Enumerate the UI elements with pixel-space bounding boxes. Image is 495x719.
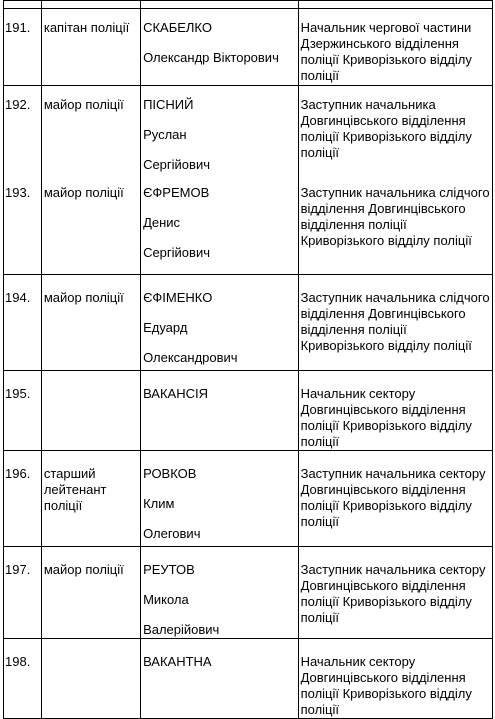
cell-rank — [41, 9, 140, 86]
cell-position — [298, 451, 492, 547]
cell-name — [141, 181, 299, 275]
table-row — [4, 451, 493, 547]
given-names: Олександр Вікторович — [143, 50, 279, 65]
row-number: 198. — [5, 654, 31, 669]
given-name: Едуард — [143, 320, 188, 335]
patronymic: Сергійович — [143, 157, 210, 172]
cell-num — [4, 547, 42, 639]
cell-num — [4, 1, 42, 9]
patronymic: Валерійович — [143, 622, 220, 637]
cell-num — [4, 181, 42, 275]
rank-text: майор поліції — [43, 562, 124, 577]
position-text: Начальник сектору Довгинцівського відділення поліції Криворізького відділу поліції — [300, 386, 472, 449]
cell-num — [4, 9, 42, 86]
rank-text: майор поліції — [43, 97, 124, 112]
cell-name — [141, 371, 299, 451]
patronymic: Сергійович — [143, 244, 210, 260]
cell-rank — [41, 86, 140, 181]
row-number: 194. — [5, 290, 31, 305]
cell-num — [4, 275, 42, 371]
cell-name — [141, 547, 299, 639]
rank-text: капітан поліції — [43, 20, 130, 35]
cell-position — [298, 181, 492, 275]
cell-rank — [41, 181, 140, 275]
cell-position — [298, 639, 492, 719]
table-row — [4, 275, 493, 371]
position-text: Начальник чергової частини Дзержинського відділення поліції Криворізького відділу поліції — [300, 20, 472, 83]
patronymic: Олександрович — [143, 350, 238, 365]
cell-position — [298, 547, 492, 639]
position-text: Заступник начальника сектору Довгинцівського відділення поліції Криворізького відділу поліції — [300, 466, 486, 529]
rank-text: майор поліції — [43, 184, 124, 200]
position-text: Заступник начальника слідчого відділення Довгинцівського відділення поліції Криворізького відділу поліції — [300, 290, 490, 353]
position-text: Заступник начальника Довгинцівського відділення поліції Криворізького відділу поліції — [300, 97, 472, 160]
cell-num — [4, 86, 42, 181]
cell-name — [141, 639, 299, 719]
row-number: 192. — [5, 97, 31, 112]
cell-position — [298, 371, 492, 451]
row-number: 193. — [5, 184, 31, 200]
cell-rank — [41, 371, 140, 451]
position-text: Заступник начальника сектору Довгинцівського відділення поліції Криворізького відділу поліції — [300, 562, 486, 625]
cell-rank — [41, 451, 140, 547]
given-name: Руслан — [143, 127, 187, 142]
row-number: 191. — [5, 20, 31, 35]
cell-rank — [41, 275, 140, 371]
cell-position — [298, 86, 492, 181]
vacancy-label: ВАКАНСІЯ — [143, 386, 208, 401]
cell-num — [4, 451, 42, 547]
cell-position — [298, 9, 492, 86]
vacancy-label: ВАКАНТНА — [143, 654, 212, 669]
rank-text: майор поліції — [43, 290, 124, 305]
row-number: 196. — [5, 466, 31, 481]
surname: ПІСНИЙ — [143, 97, 194, 112]
table-row — [4, 181, 493, 275]
cell-position — [298, 1, 492, 9]
surname: РЕУТОВ — [143, 562, 195, 577]
cell-num — [4, 639, 42, 719]
cell-rank — [41, 639, 140, 719]
rank-text: старший лейтенант поліції — [43, 466, 107, 513]
cell-position — [298, 275, 492, 371]
cell-num — [4, 371, 42, 451]
cell-name — [141, 9, 299, 86]
table-row — [4, 639, 493, 719]
table-row — [4, 547, 493, 639]
position-text: Начальник сектору Довгинцівського відділення поліції Криворізького відділу поліції — [300, 654, 472, 717]
given-name: Денис — [143, 214, 181, 230]
row-number: 197. — [5, 562, 31, 577]
row-number: 195. — [5, 386, 31, 401]
surname: ЄФРЕМОВ — [143, 184, 210, 200]
personnel-table — [3, 0, 493, 719]
position-text: Заступник начальника слідчого відділення Довгинцівського відділення поліції Криворізького відділу поліції — [300, 184, 490, 248]
table-row-partial — [4, 1, 493, 9]
surname: ЄФІМЕНКО — [143, 290, 213, 305]
surname: СКАБЕЛКО — [143, 20, 212, 35]
table-row — [4, 9, 493, 86]
cell-name — [141, 275, 299, 371]
surname: РОВКОВ — [143, 466, 197, 481]
table-row — [4, 86, 493, 181]
cell-name — [141, 86, 299, 181]
table-row — [4, 371, 493, 451]
cell-name — [141, 1, 299, 9]
patronymic: Олегович — [143, 526, 201, 541]
cell-name — [141, 451, 299, 547]
given-name: Клим — [143, 496, 175, 511]
cell-rank — [41, 1, 140, 9]
cell-rank — [41, 547, 140, 639]
given-name: Микола — [143, 592, 189, 607]
